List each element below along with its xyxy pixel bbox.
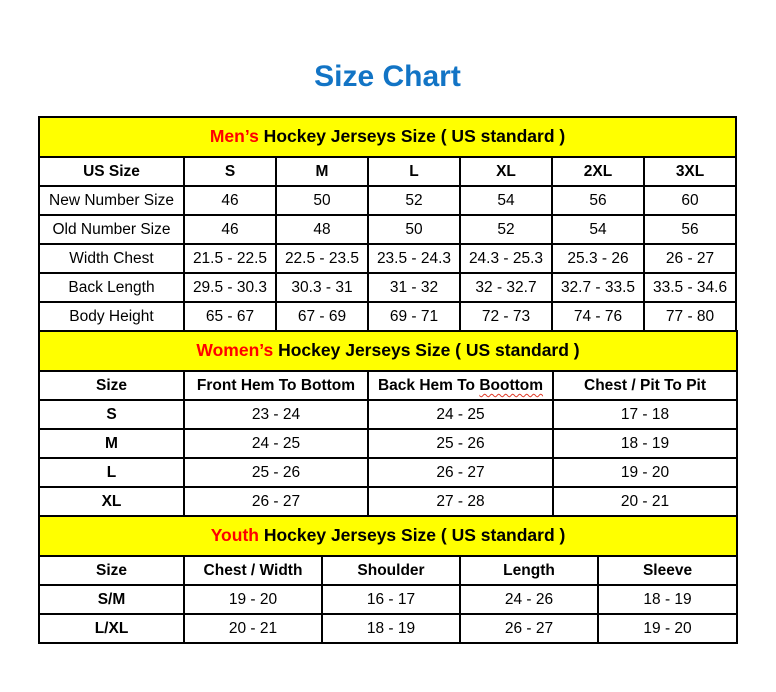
size-value-cell: 67 - 69 xyxy=(276,302,368,331)
size-value-cell: 17 - 18 xyxy=(553,400,737,429)
size-value-cell: 18 - 19 xyxy=(553,429,737,458)
size-value-cell: 54 xyxy=(552,215,644,244)
size-value-cell: 56 xyxy=(552,186,644,215)
size-value-cell: 18 - 19 xyxy=(322,614,460,643)
size-value-cell: 19 - 20 xyxy=(598,614,737,643)
section-heading-accent: Youth xyxy=(210,525,259,546)
size-value-cell: 20 - 21 xyxy=(184,614,322,643)
data-row xyxy=(39,487,737,516)
column-header-row xyxy=(39,157,736,186)
column-header: US Size xyxy=(39,157,184,186)
data-row xyxy=(39,585,737,614)
size-value-cell: 27 - 28 xyxy=(368,487,553,516)
column-header: S xyxy=(184,157,276,186)
size-value-cell: 24 - 25 xyxy=(368,400,553,429)
column-header xyxy=(368,371,553,400)
size-value-cell: 50 xyxy=(368,215,460,244)
size-value-cell: 31 - 32 xyxy=(368,273,460,302)
column-header: XL xyxy=(460,157,552,186)
row-label: L/XL xyxy=(39,614,184,643)
row-label: M xyxy=(39,429,184,458)
mens-size-table xyxy=(38,116,737,332)
size-value-cell: 18 - 19 xyxy=(598,585,737,614)
section-heading-accent: Men’s xyxy=(209,126,259,147)
column-header: Chest / Width xyxy=(184,556,322,585)
column-header: 2XL xyxy=(552,157,644,186)
size-value-cell: 16 - 17 xyxy=(322,585,460,614)
section-heading-rest: Hockey Jerseys Size ( US standard ) xyxy=(258,126,566,147)
size-value-cell: 22.5 - 23.5 xyxy=(276,244,368,273)
column-header: Front Hem To Bottom xyxy=(184,371,368,400)
size-value-cell: 46 xyxy=(184,186,276,215)
column-header: 3XL xyxy=(644,157,736,186)
data-row xyxy=(39,429,737,458)
size-value-cell: 69 - 71 xyxy=(368,302,460,331)
size-value-cell: 26 - 27 xyxy=(644,244,736,273)
column-header-prefix: Back Hem To xyxy=(377,376,480,394)
size-value-cell: 74 - 76 xyxy=(552,302,644,331)
size-value-cell: 77 - 80 xyxy=(644,302,736,331)
section-heading-row xyxy=(39,516,737,556)
section-heading-row xyxy=(39,117,736,157)
row-label: Back Length xyxy=(39,273,184,302)
size-value-cell: 60 xyxy=(644,186,736,215)
misspelled-word: Boottom xyxy=(479,376,544,394)
column-header: Chest / Pit To Pit xyxy=(553,371,737,400)
size-value-cell: 24 - 25 xyxy=(184,429,368,458)
size-value-cell: 20 - 21 xyxy=(553,487,737,516)
size-value-cell: 24.3 - 25.3 xyxy=(460,244,552,273)
row-label: S/M xyxy=(39,585,184,614)
section-heading-rest: Hockey Jerseys Size ( US standard ) xyxy=(258,525,566,546)
data-row xyxy=(39,302,736,331)
page-title: Size Chart xyxy=(314,60,461,93)
size-value-cell: 32.7 - 33.5 xyxy=(552,273,644,302)
row-label: S xyxy=(39,400,184,429)
row-label: L xyxy=(39,458,184,487)
size-value-cell: 30.3 - 31 xyxy=(276,273,368,302)
data-row xyxy=(39,215,736,244)
column-header: Sleeve xyxy=(598,556,737,585)
size-value-cell: 19 - 20 xyxy=(184,585,322,614)
size-value-cell: 54 xyxy=(460,186,552,215)
womens-size-table xyxy=(38,330,738,517)
size-value-cell: 23 - 24 xyxy=(184,400,368,429)
size-value-cell: 23.5 - 24.3 xyxy=(368,244,460,273)
section-heading xyxy=(39,516,737,556)
row-label: New Number Size xyxy=(39,186,184,215)
size-value-cell: 21.5 - 22.5 xyxy=(184,244,276,273)
data-row xyxy=(39,244,736,273)
section-heading-rest: Hockey Jerseys Size ( US standard ) xyxy=(273,340,580,361)
size-value-cell: 25 - 26 xyxy=(368,429,553,458)
size-value-cell: 52 xyxy=(368,186,460,215)
size-value-cell: 52 xyxy=(460,215,552,244)
youth-size-table xyxy=(38,515,738,644)
row-label: Width Chest xyxy=(39,244,184,273)
size-value-cell: 50 xyxy=(276,186,368,215)
size-value-cell: 72 - 73 xyxy=(460,302,552,331)
size-value-cell: 25.3 - 26 xyxy=(552,244,644,273)
size-value-cell: 26 - 27 xyxy=(368,458,553,487)
size-value-cell: 19 - 20 xyxy=(553,458,737,487)
column-header: L xyxy=(368,157,460,186)
column-header-row xyxy=(39,556,737,585)
section-heading-row xyxy=(39,331,737,371)
column-header-row xyxy=(39,371,737,400)
column-header: Shoulder xyxy=(322,556,460,585)
data-row xyxy=(39,458,737,487)
size-value-cell: 48 xyxy=(276,215,368,244)
row-label: XL xyxy=(39,487,184,516)
size-value-cell: 46 xyxy=(184,215,276,244)
size-value-cell: 65 - 67 xyxy=(184,302,276,331)
row-label: Old Number Size xyxy=(39,215,184,244)
size-value-cell: 32 - 32.7 xyxy=(460,273,552,302)
column-header: Length xyxy=(460,556,598,585)
column-header: M xyxy=(276,157,368,186)
data-row xyxy=(39,400,737,429)
data-row xyxy=(39,273,736,302)
section-heading xyxy=(39,331,737,371)
section-heading xyxy=(39,117,736,157)
column-header: Size xyxy=(39,556,184,585)
data-row xyxy=(39,186,736,215)
column-header: Size xyxy=(39,371,184,400)
size-chart-page xyxy=(38,0,737,644)
size-value-cell: 25 - 26 xyxy=(184,458,368,487)
row-label: Body Height xyxy=(39,302,184,331)
data-row xyxy=(39,614,737,643)
section-heading-accent: Women’s xyxy=(196,340,274,361)
size-value-cell: 56 xyxy=(644,215,736,244)
size-value-cell: 24 - 26 xyxy=(460,585,598,614)
size-value-cell: 29.5 - 30.3 xyxy=(184,273,276,302)
size-value-cell: 26 - 27 xyxy=(460,614,598,643)
size-value-cell: 33.5 - 34.6 xyxy=(644,273,736,302)
size-value-cell: 26 - 27 xyxy=(184,487,368,516)
